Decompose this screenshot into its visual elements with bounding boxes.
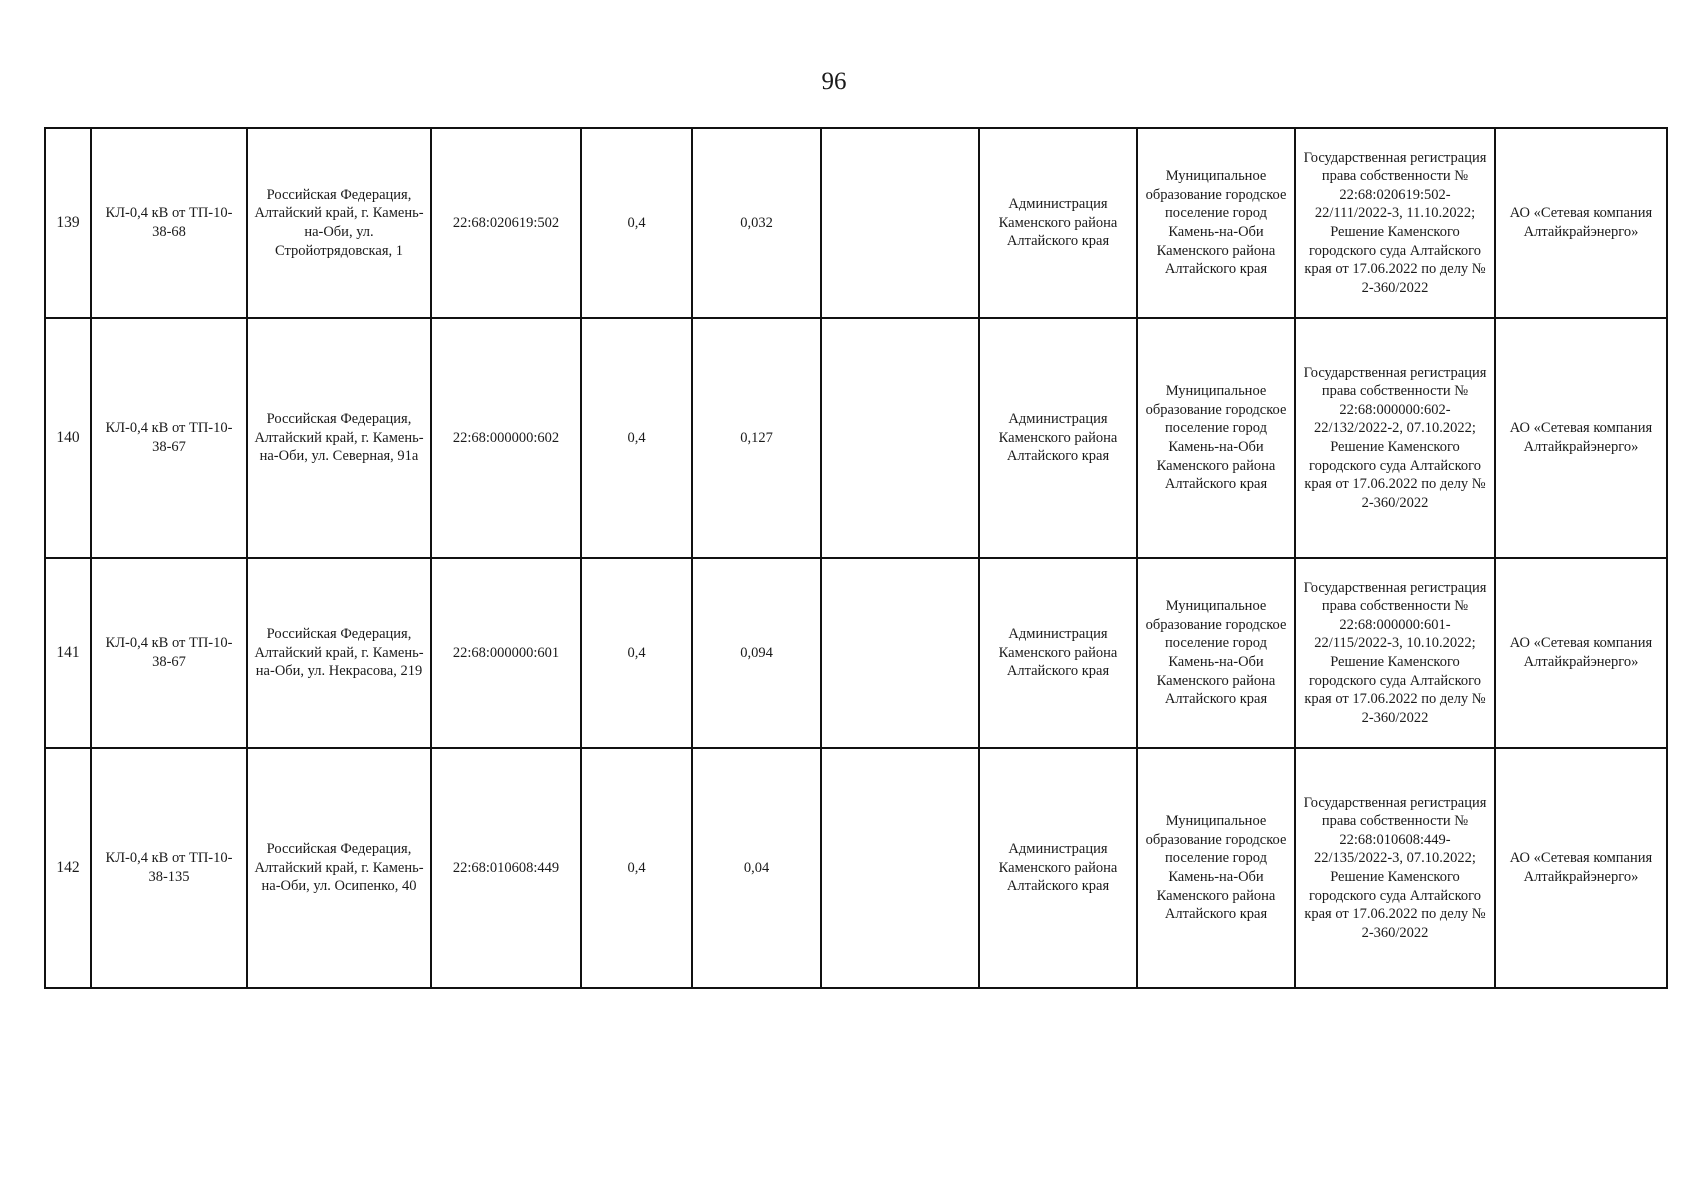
row-number: 141 <box>45 558 91 748</box>
table-row <box>45 558 1667 748</box>
page-number: 96 <box>821 68 847 95</box>
voltage: 0,4 <box>581 318 692 558</box>
row-number: 142 <box>45 748 91 988</box>
table-row <box>45 748 1667 988</box>
administration: Администрация Каменского района Алтайского края <box>979 318 1137 558</box>
operator: АО «Сетевая компания Алтайкрайэнерго» <box>1495 128 1667 318</box>
cadastral-number: 22:68:000000:601 <box>431 558 581 748</box>
voltage: 0,4 <box>581 128 692 318</box>
administration: Администрация Каменского района Алтайского края <box>979 128 1137 318</box>
empty-cell <box>821 558 979 748</box>
administration: Администрация Каменского района Алтайского края <box>979 748 1137 988</box>
cadastral-number: 22:68:010608:449 <box>431 748 581 988</box>
row-number: 140 <box>45 318 91 558</box>
registration-details: Государственная регистрация права собственности № 22:68:000000:601-22/115/2022-3, 10.10.2022; Решение Каменского городского суда Алтайского края от 17.06.2022 по делу № 2-360/2022 <box>1295 558 1495 748</box>
empty-cell <box>821 748 979 988</box>
voltage: 0,4 <box>581 558 692 748</box>
cadastral-number: 22:68:020619:502 <box>431 128 581 318</box>
operator: АО «Сетевая компания Алтайкрайэнерго» <box>1495 318 1667 558</box>
operator: АО «Сетевая компания Алтайкрайэнерго» <box>1495 558 1667 748</box>
row-number: 139 <box>45 128 91 318</box>
empty-cell <box>821 318 979 558</box>
voltage: 0,4 <box>581 748 692 988</box>
object-name: КЛ-0,4 кВ от ТП-10-38-135 <box>91 748 247 988</box>
municipality: Муниципальное образование городское поселение город Камень-на-Оби Каменского района Алтайского края <box>1137 318 1295 558</box>
registration-details: Государственная регистрация права собственности № 22:68:010608:449-22/135/2022-3, 07.10.2022; Решение Каменского городского суда Алтайского края от 17.06.2022 по делу № 2-360/2022 <box>1295 748 1495 988</box>
object-address: Российская Федерация, Алтайский край, г. Камень-на-Оби, ул. Стройотрядовская, 1 <box>247 128 431 318</box>
registration-details: Государственная регистрация права собственности № 22:68:020619:502-22/111/2022-3, 11.10.2022; Решение Каменского городского суда Алтайского края от 17.06.2022 по делу № 2-360/2022 <box>1295 128 1495 318</box>
table-row <box>45 318 1667 558</box>
registration-details: Государственная регистрация права собственности № 22:68:000000:602-22/132/2022-2, 07.10.2022; Решение Каменского городского суда Алтайского края от 17.06.2022 по делу № 2-360/2022 <box>1295 318 1495 558</box>
empty-cell <box>821 128 979 318</box>
operator: АО «Сетевая компания Алтайкрайэнерго» <box>1495 748 1667 988</box>
table-row <box>45 128 1667 318</box>
object-name: КЛ-0,4 кВ от ТП-10-38-67 <box>91 558 247 748</box>
municipality: Муниципальное образование городское поселение город Камень-на-Оби Каменского района Алтайского края <box>1137 558 1295 748</box>
object-name: КЛ-0,4 кВ от ТП-10-38-68 <box>91 128 247 318</box>
object-name: КЛ-0,4 кВ от ТП-10-38-67 <box>91 318 247 558</box>
registry-table <box>44 127 1668 989</box>
administration: Администрация Каменского района Алтайского края <box>979 558 1137 748</box>
municipality: Муниципальное образование городское поселение город Камень-на-Оби Каменского района Алтайского края <box>1137 748 1295 988</box>
object-address: Российская Федерация, Алтайский край, г. Камень-на-Оби, ул. Северная, 91а <box>247 318 431 558</box>
length: 0,032 <box>692 128 821 318</box>
object-address: Российская Федерация, Алтайский край, г. Камень-на-Оби, ул. Некрасова, 219 <box>247 558 431 748</box>
cadastral-number: 22:68:000000:602 <box>431 318 581 558</box>
object-address: Российская Федерация, Алтайский край, г. Камень-на-Оби, ул. Осипенко, 40 <box>247 748 431 988</box>
length: 0,127 <box>692 318 821 558</box>
length: 0,04 <box>692 748 821 988</box>
municipality: Муниципальное образование городское поселение город Камень-на-Оби Каменского района Алтайского края <box>1137 128 1295 318</box>
length: 0,094 <box>692 558 821 748</box>
